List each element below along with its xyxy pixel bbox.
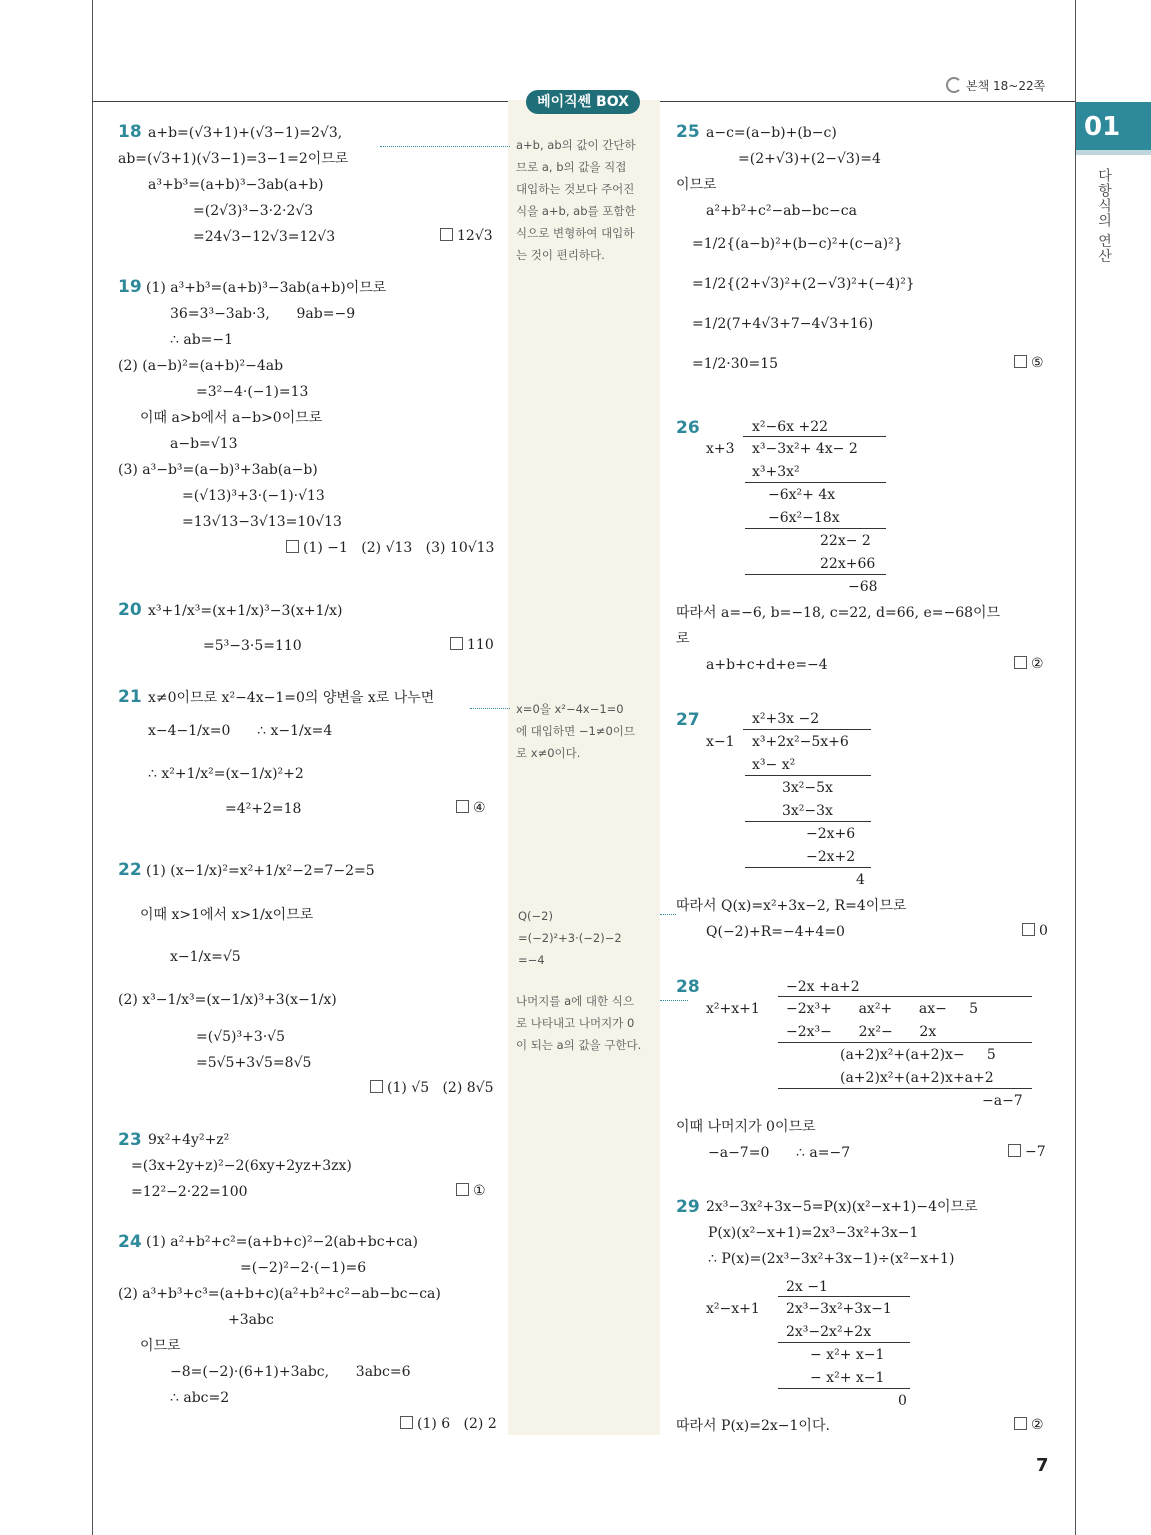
problem-number: 24 [118, 1232, 142, 1252]
solution-line: 36=3³−3ab·3, 9ab=−9 [170, 306, 356, 322]
division-bar [778, 1296, 910, 1297]
division-step: x³+3x² [752, 464, 800, 480]
division-rule [745, 821, 871, 822]
solution-line: =3²−4·(−1)=13 [196, 384, 309, 400]
reference-icon [946, 77, 962, 93]
solution-line: =13√13−3√13=10√13 [182, 514, 342, 530]
solution-line: =(3x+2y+z)²−2(6xy+2yz+3zx) [131, 1158, 352, 1174]
division-step: −6x²+ 4x [768, 487, 836, 503]
divisor: x−1 [706, 734, 735, 750]
solution-line: ∴ ab=−1 [170, 332, 234, 348]
solution-line: 이때 x>1에서 x>1/x이므로 [140, 907, 314, 923]
book-reference: 본책 18~22쪽 [946, 77, 1045, 94]
answer: ① [456, 1183, 486, 1199]
solution-line: =5³−3·5=110 [203, 638, 302, 654]
solution-line: a−b=√13 [170, 436, 238, 452]
division-bar [743, 729, 871, 730]
solution-line: x−4−1/x=0 ∴ x−1/x=4 [148, 723, 333, 739]
quotient: x²−6x +22 [752, 419, 829, 435]
solution-line: (3) a³−b³=(a−b)³+3ab(a−b) [118, 462, 318, 478]
divisor: x+3 [706, 441, 735, 457]
solution-line: 이때 나머지가 0이므로 [676, 1119, 816, 1135]
note-18-leader [380, 146, 510, 147]
division-step: − x²+ x−1 [810, 1347, 885, 1363]
answer-icon [1014, 355, 1027, 368]
solution-line: ∴ P(x)=(2x³−3x²+3x−1)÷(x²−x+1) [708, 1251, 955, 1267]
division-step: −2x+2 [806, 849, 856, 865]
solution-line: (2) x³−1/x³=(x−1/x)³+3(x−1/x) [118, 992, 337, 1008]
solution-line: =(2√3)³−3·2·2√3 [193, 203, 314, 219]
remainder: 4 [856, 872, 865, 888]
solution-line: a+b=(√3+1)+(√3−1)=2√3, [148, 125, 343, 141]
note-18: a+b, ab의 값이 간단하 므로 a, b의 값을 직접 대입하는 것보다 주어진 식을 a+b, ab를 포함한 식으로 변형하여 대입하 는 것이 편리하다. [516, 138, 636, 262]
solution-line: x−1/x=√5 [170, 949, 241, 965]
solution-line: =5√5+3√5=8√5 [196, 1055, 312, 1071]
answer-icon [370, 1080, 383, 1093]
answer: 110 [450, 637, 494, 653]
solution-line: +3abc [228, 1312, 274, 1328]
answer-icon [1008, 1144, 1021, 1157]
answer: (1) √5 (2) 8√5 [370, 1080, 493, 1096]
remainder: −68 [848, 579, 878, 595]
division-step: −2x³− 2x²− 2x [786, 1024, 937, 1040]
chapter-title: 다항식의 연산 [1096, 168, 1112, 264]
solution-line: =(2+√3)+(2−√3)=4 [738, 151, 881, 167]
note-21-leader [470, 708, 510, 709]
problem-number: 20 [118, 600, 142, 620]
quotient: 2x −1 [786, 1279, 828, 1295]
problem-number: 27 [676, 710, 700, 730]
divisor: x²+x+1 [706, 1001, 760, 1017]
solution-line: 이므로 [676, 177, 717, 193]
solution-line: =4²+2=18 [225, 801, 302, 817]
note-27-leader [660, 914, 676, 915]
division-step: x³− x² [752, 757, 796, 773]
solution-line: ∴ abc=2 [170, 1390, 230, 1406]
division-rule [778, 1388, 910, 1389]
solution-line: =1/2{(a−b)²+(b−c)²+(c−a)²} [692, 236, 903, 252]
solution-line: 따라서 a=−6, b=−18, c=22, d=66, e=−68이므 [676, 605, 1001, 621]
solution-line: 로 [676, 631, 690, 647]
solution-line: x³+1/x³=(x+1/x)³−3(x+1/x) [148, 603, 343, 619]
note-28: 나머지를 a에 대한 식으 로 나타내고 나머지가 0 이 되는 a의 값을 구한다. [516, 994, 642, 1052]
answer-icon [456, 1183, 469, 1196]
division-rule [745, 528, 886, 529]
solution-line: 이때 a>b에서 a−b>0이므로 [140, 410, 323, 426]
division-step: 2x³−2x²+2x [786, 1324, 872, 1340]
division-rule [745, 482, 886, 483]
answer: ⑤ [1014, 355, 1044, 371]
problem-number: 26 [676, 418, 700, 438]
solution-line: (1) (x−1/x)²=x²+1/x²−2=7−2=5 [146, 863, 375, 879]
solution-line: a+b+c+d+e=−4 [706, 657, 828, 673]
quotient: −2x +a+2 [786, 979, 860, 995]
answer: 0 [1022, 923, 1048, 939]
solution-line: a³+b³=(a+b)³−3ab(a+b) [148, 177, 324, 193]
note-27: Q(−2) =(−2)²+3·(−2)−2 =−4 [518, 909, 622, 967]
solution-line: 이므로 [140, 1338, 181, 1354]
note-sidebar [508, 100, 660, 1435]
answer-icon [440, 228, 453, 241]
solution-line: (2) (a−b)²=(a+b)²−4ab [118, 358, 284, 374]
solution-line: 9x²+4y²+z² [148, 1132, 230, 1148]
divisor: x²−x+1 [706, 1301, 760, 1317]
division-step: −6x²−18x [768, 510, 840, 526]
division-rule [745, 574, 886, 575]
solution-line: =(√13)³+3·(−1)·√13 [182, 488, 325, 504]
division-rule [778, 1342, 910, 1343]
division-step: 3x²−3x [782, 803, 833, 819]
problem-number: 28 [676, 977, 700, 997]
box-title-badge: 베이직쎈 BOX [526, 90, 640, 114]
right-margin-line [1075, 0, 1076, 1535]
problem-number: 21 [118, 687, 142, 707]
division-step: −2x+6 [806, 826, 856, 842]
solution-line: a²+b²+c²−ab−bc−ca [706, 203, 857, 219]
answer: −7 [1008, 1144, 1046, 1160]
solution-line: −a−7=0 ∴ a=−7 [708, 1145, 851, 1161]
solution-line: =1/2·30=15 [692, 356, 779, 372]
solution-line: a−c=(a−b)+(b−c) [706, 125, 837, 141]
solution-line: 따라서 Q(x)=x²+3x−2, R=4이므로 [676, 898, 907, 914]
answer-icon [1014, 656, 1027, 669]
dividend: x³−3x²+ 4x− 2 [752, 441, 858, 457]
division-rule [778, 1088, 1032, 1089]
remainder: −a−7 [982, 1093, 1023, 1109]
answer: 12√3 [440, 228, 493, 244]
answer-icon [400, 1416, 413, 1429]
remainder: 0 [898, 1393, 907, 1409]
left-margin-line [92, 0, 93, 1535]
division-step: 22x− 2 [820, 533, 871, 549]
solution-line: (2) a³+b³+c³=(a+b+c)(a²+b²+c²−ab−bc−ca) [118, 1286, 441, 1302]
answer-icon [286, 540, 299, 553]
solution-line: (1) a³+b³=(a+b)³−3ab(a+b)이므로 [146, 280, 387, 296]
division-step: (a+2)x²+(a+2)x+a+2 [840, 1070, 994, 1086]
problem-number: 25 [676, 122, 700, 142]
division-rule [745, 775, 871, 776]
solution-line: =24√3−12√3=12√3 [193, 229, 336, 245]
solution-line: =12²−2·22=100 [131, 1184, 248, 1200]
answer-icon [450, 637, 463, 650]
problem-number: 23 [118, 1130, 142, 1150]
solution-line: =1/2(7+4√3+7−4√3+16) [692, 316, 874, 332]
chapter-tab: 01 [1076, 102, 1151, 150]
quotient: x²+3x −2 [752, 711, 820, 727]
problem-number: 22 [118, 860, 142, 880]
solution-line: Q(−2)+R=−4+4=0 [706, 924, 845, 940]
solution-line: ∴ x²+1/x²=(x−1/x)²+2 [148, 766, 304, 782]
division-rule [778, 1042, 1032, 1043]
answer: (1) 6 (2) 2 [400, 1416, 497, 1432]
division-bar [743, 436, 886, 437]
solution-line: 2x³−3x²+3x−5=P(x)(x²−x+1)−4이므로 [706, 1199, 978, 1215]
solution-line: (1) a²+b²+c²=(a+b+c)²−2(ab+bc+ca) [146, 1234, 418, 1250]
note-21: x=0을 x²−4x−1=0 에 대입하면 −1≠0이므 로 x≠0이다. [516, 702, 635, 760]
answer: ④ [456, 800, 486, 816]
answer-icon [1014, 1417, 1027, 1430]
answer: ② [1014, 1417, 1044, 1433]
solution-line: =(−2)²−2·(−1)=6 [240, 1260, 367, 1276]
solution-line: −8=(−2)·(6+1)+3abc, 3abc=6 [170, 1364, 411, 1380]
page-number: 7 [1036, 1455, 1049, 1476]
solution-line: x≠0이므로 x²−4x−1=0의 양변을 x로 나누면 [148, 690, 435, 706]
problem-number: 19 [118, 277, 142, 297]
solution-line: =1/2{(2+√3)²+(2−√3)²+(−4)²} [692, 276, 915, 292]
solution-line: P(x)(x²−x+1)=2x³−3x²+3x−1 [708, 1225, 919, 1241]
division-step: 22x+66 [820, 556, 876, 572]
division-step: (a+2)x²+(a+2)x− 5 [840, 1047, 996, 1063]
problem-number: 18 [118, 122, 142, 142]
note-28-leader [660, 1000, 688, 1001]
solution-line: ab=(√3+1)(√3−1)=3−1=2이므로 [118, 151, 349, 167]
dividend: x³+2x²−5x+6 [752, 734, 849, 750]
division-step: 3x²−5x [782, 780, 833, 796]
division-bar [778, 996, 1032, 997]
dividend: 2x³−3x²+3x−1 [786, 1301, 892, 1317]
division-rule [745, 867, 871, 868]
solution-line: 따라서 P(x)=2x−1이다. [676, 1418, 830, 1434]
problem-number: 29 [676, 1197, 700, 1217]
answer: (1) −1 (2) √13 (3) 10√13 [286, 540, 494, 556]
answer-icon [456, 800, 469, 813]
solution-line: =(√5)³+3·√5 [196, 1029, 286, 1045]
division-step: − x²+ x−1 [810, 1370, 885, 1386]
dividend: −2x³+ ax²+ ax− 5 [786, 1001, 978, 1017]
answer-icon [1022, 923, 1035, 936]
answer: ② [1014, 656, 1044, 672]
chapter-tab-underline [1076, 150, 1151, 155]
